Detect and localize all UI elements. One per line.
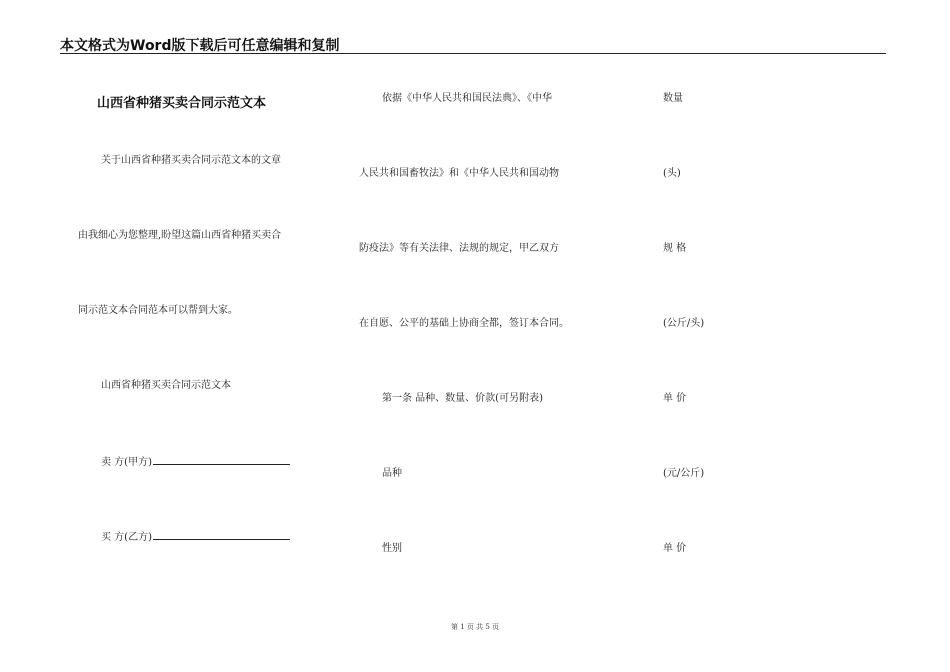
spec-label: 规 格 — [663, 243, 687, 254]
contract-subtitle: 山西省种猪买卖合同示范文本 — [101, 380, 231, 391]
basis-line-1: 依据《中华人民共和国民法典》、《中华 — [382, 93, 552, 104]
quantity-label: 数量 — [663, 93, 683, 104]
page-footer: 第 1 页 共 5 页 — [450, 623, 500, 631]
article-1-heading: 第一条 品种、数量、价款(可另附表) — [382, 393, 543, 404]
buyer-row — [101, 529, 290, 545]
buyer-blank-line[interactable] — [153, 529, 290, 540]
unit-price-label: 单 价 — [663, 393, 687, 404]
basis-line-3: 防疫法》等有关法律、法规的规定，甲乙双方 — [359, 243, 559, 254]
spec-unit: (公斤/头) — [663, 318, 705, 329]
buyer-label: 买 方(乙方) — [101, 532, 152, 543]
header-title: 本文格式为Word版下载后可任意编辑和复制 — [60, 38, 340, 54]
document-title: 山西省种猪买卖合同示范文本 — [97, 96, 267, 111]
seller-blank-line[interactable] — [153, 454, 290, 465]
unit-price-unit: (元/公斤) — [663, 468, 705, 479]
header-divider — [60, 53, 886, 54]
breed-label: 品种 — [382, 468, 402, 479]
unit-price-label-2: 单 价 — [663, 543, 687, 554]
intro-line-3: 同示范文本合同范本可以帮到大家。 — [78, 305, 238, 316]
intro-line-2: 由我细心为您整理,盼望这篇山西省种猪买卖合 — [78, 230, 282, 241]
basis-line-4: 在自愿、公平的基础上协商全都，签订本合同。 — [359, 318, 569, 329]
seller-label: 卖 方(甲方) — [101, 457, 152, 468]
gender-label: 性别 — [382, 543, 402, 554]
basis-line-2: 人民共和国畜牧法》和《中华人民共和国动物 — [359, 168, 559, 179]
quantity-unit: (头) — [663, 168, 681, 179]
seller-row — [101, 454, 290, 470]
intro-line-1: 关于山西省种猪买卖合同示范文本的文章 — [101, 155, 281, 166]
